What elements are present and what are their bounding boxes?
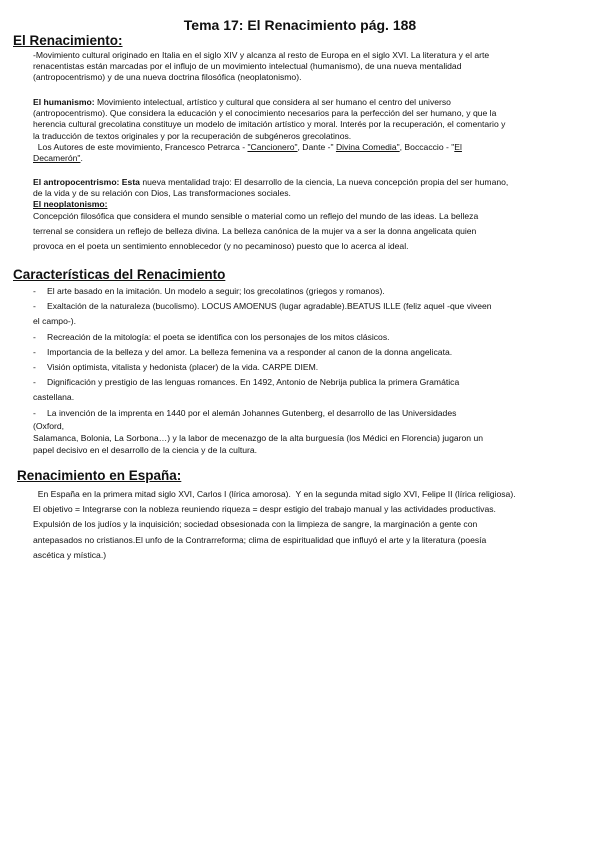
text-line: En España en la primera mitad siglo XVI, Carlos I (lírica amorosa). Y en la segunda mitad siglo XVI, Felipe II (lírica religiosa).	[33, 489, 516, 499]
list-item: - El arte basado en la imitación. Un modelo a seguir; los grecolatinos (griegos y romanos).	[33, 286, 385, 296]
humanismo-paragraph	[33, 97, 505, 164]
term-label: El humanismo:	[33, 97, 95, 107]
list-item: - Importancia de la belleza y del amor. La belleza femenina va a responder al canon de la donna angelicata.	[33, 346, 453, 357]
intro-paragraph	[33, 50, 489, 84]
list-item: - Dignificación y prestigio de las lenguas romances. En 1492, Antonio de Nebrija publica la primera Gramática	[33, 377, 460, 388]
list-item-continuation: (Oxford,	[33, 420, 65, 431]
list-item-continuation: castellana.	[33, 392, 75, 403]
antropocentrismo-paragraph	[33, 177, 508, 211]
list-item-continuation: el campo-).	[33, 316, 76, 327]
text-line: Concepción filosófica que considera el mundo sensible o material como un reflejo del mundo de las ideas. La belleza	[33, 211, 479, 221]
text-line: la traducción de textos originales y por la recuperación de subgéneros grecolatinos.	[33, 130, 352, 141]
text-line: provoca en el poeta un sentimiento ennoblecedor (y no pecaminoso) puesto que lo acerca al ideal.	[33, 241, 409, 252]
text-line: herencia cultural grecolatina constituye un modelo de imitación artístico y moral. Interés por la recuperación, el comentario y	[33, 119, 506, 130]
text-line: -Movimiento cultural originado en Italia en el siglo XIV y alcanza al resto de Europa en el siglo XVI. La literatura y el arte	[33, 50, 490, 60]
text-line: El objetivo = Integrarse con la nobleza reuniendo riqueza = despr estigio del trabajo manual y las actividades productivas.	[33, 504, 496, 515]
list-item: - Visión optimista, vitalista y hedonista (placer) de la vida. CARPE DIEM.	[33, 362, 319, 373]
text-line: (antropocentrismo) y de una nueva doctrina filosófica (neoplatonismo).	[33, 72, 302, 83]
neoplatonismo-paragraph	[33, 209, 478, 255]
text-line: (antropocentrismo). Que considera la educación y el conocimiento necesarios para la perfección del ser humano, y que la	[33, 108, 497, 119]
list-item: - Exaltación de la naturaleza (bucolismo). LOCUS AMOENUS (lugar agradable).BEATUS ILLE (feliz aquel -que viveen	[33, 301, 492, 312]
text-line: ascética y mística.)	[33, 549, 107, 560]
text-line: de la vida y de su relación con Dios, Las transformaciones sociales.	[33, 188, 291, 199]
work-title-divina-comedia: Divina Comedia"	[335, 141, 400, 152]
authors-line: Los Autores de este movimiento, Francesco Petrarca - "Cancionero", Dante -" Divina Comedia", Boccaccio - "El	[33, 141, 462, 152]
work-title-el: El	[454, 141, 462, 152]
work-title-decameron: Decamerón"	[33, 153, 81, 164]
espana-paragraph	[33, 487, 516, 563]
list-item: - Recreación de la mitología: el poeta se identifica con los personajes de los mitos clásicos.	[33, 331, 390, 342]
term-label: El antropocentrismo: Esta	[33, 177, 140, 187]
list-item: - La invención de la imprenta en 1440 por el alemán Johannes Gutenberg, el desarrollo de las Universidades	[33, 407, 457, 418]
text-line: antepasados no cristianos.El unfo de la Contrarreforma; clima de espiritualidad que influyó el arte y la literatura (poesía	[33, 534, 487, 545]
section-heading-renacimiento: El Renacimiento:	[13, 33, 123, 48]
section-heading-espana: Renacimiento en España:	[17, 468, 182, 483]
page-title: Tema 17: El Renacimiento pág. 188	[183, 17, 417, 33]
text-line: Decamerón".	[33, 153, 83, 164]
work-title-cancionero: "Cancionero"	[247, 141, 298, 152]
text-line: Expulsión de los judíos y la inquisición; sociedad obsesionada con la limpieza de sangre, la marginación a gente con	[33, 519, 478, 530]
text-line: El humanismo: Movimiento intelectual, artístico y cultural que considera al ser humano el centro del universo	[33, 97, 451, 107]
list-item-continuation: Salamanca, Bolonia, La Sorbona…) y la labor de mecenazgo de la alta burguesía (los Médici en Florencia) jugaron un	[33, 432, 484, 443]
text-line: renacentistas están marcadas por el influjo de un movimiento intelectual (humanismo), de una nueva mentalidad	[33, 61, 462, 72]
text-line: El antropocentrismo: Esta nueva mentalidad trajo: El desarrollo de la ciencia, La nueva concepción propia del ser humano,	[33, 177, 509, 187]
term-label: El neoplatonismo:	[33, 199, 108, 210]
list-item-continuation: papel decisivo en el desarrollo de la ciencia y de la cultura.	[33, 444, 258, 455]
text-line: terrenal se considera un reflejo de belleza divina. La belleza canónica de la mujer va a ser la donna angelicata quien	[33, 226, 477, 237]
characteristics-list	[33, 284, 492, 456]
section-heading-caracteristicas: Características del Renacimiento	[13, 267, 226, 282]
